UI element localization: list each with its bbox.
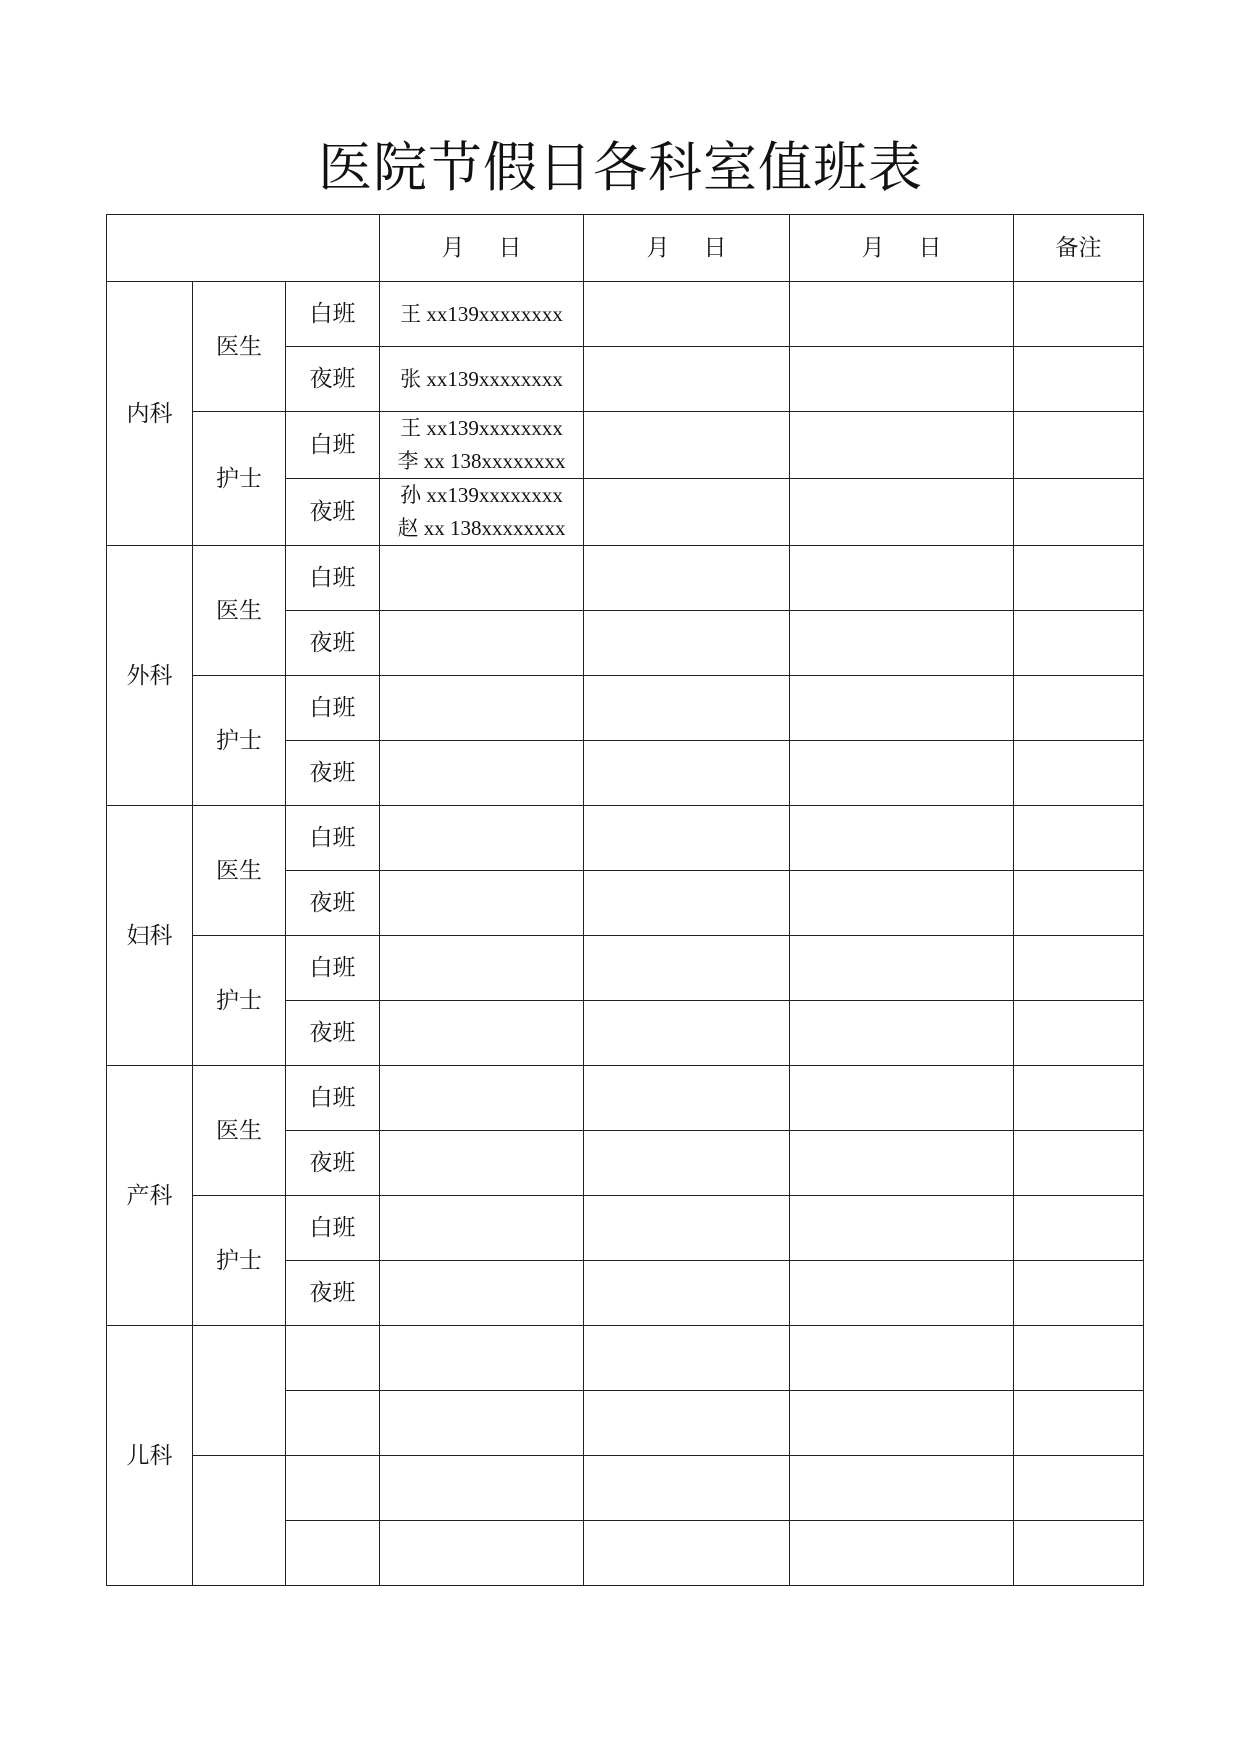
role-cell (193, 1326, 286, 1456)
remark-cell[interactable] (1014, 1456, 1144, 1521)
date-day-label: 日 (498, 235, 522, 261)
table-row (107, 1326, 1144, 1391)
remark-cell[interactable] (1014, 546, 1144, 611)
duty-cell-day-2[interactable] (584, 479, 790, 546)
duty-cell-day-2[interactable] (584, 1391, 790, 1456)
duty-cell-day-1[interactable] (380, 611, 584, 676)
duty-entry: 李 xx 138xxxxxxxx (397, 449, 566, 473)
duty-cell-day-3[interactable] (790, 871, 1014, 936)
remark-cell[interactable] (1014, 1521, 1144, 1586)
duty-cell-day-3[interactable] (790, 1456, 1014, 1521)
duty-cell-day-3[interactable] (790, 479, 1014, 546)
remark-cell[interactable] (1014, 936, 1144, 1001)
duty-cell-day-2[interactable] (584, 412, 790, 479)
department-cell: 外科 (107, 546, 193, 806)
duty-cell-day-2[interactable] (584, 871, 790, 936)
duty-cell-day-2[interactable] (584, 1131, 790, 1196)
duty-cell-day-1[interactable] (380, 871, 584, 936)
duty-cell-day-3[interactable] (790, 936, 1014, 1001)
duty-cell-day-3[interactable] (790, 611, 1014, 676)
date-month-label: 月 (861, 235, 885, 261)
shift-cell: 白班 (286, 806, 380, 871)
table-row (107, 546, 1144, 611)
duty-cell-day-1[interactable] (380, 282, 584, 347)
role-cell: 护士 (193, 412, 286, 546)
duty-cell-day-3[interactable] (790, 282, 1014, 347)
duty-cell-day-1[interactable] (380, 1001, 584, 1066)
duty-cell-day-1[interactable] (380, 1066, 584, 1131)
table-row (107, 1066, 1144, 1131)
shift-cell: 夜班 (286, 479, 380, 546)
department-cell: 儿科 (107, 1326, 193, 1586)
duty-cell-day-2[interactable] (584, 1326, 790, 1391)
remark-cell[interactable] (1014, 1391, 1144, 1456)
shift-cell: 夜班 (286, 871, 380, 936)
duty-cell-day-3[interactable] (790, 741, 1014, 806)
table-row (107, 412, 1144, 479)
remark-cell[interactable] (1014, 806, 1144, 871)
duty-cell-day-2[interactable] (584, 936, 790, 1001)
remark-cell[interactable] (1014, 479, 1144, 546)
role-cell: 医生 (193, 546, 286, 676)
remark-cell[interactable] (1014, 871, 1144, 936)
remark-cell[interactable] (1014, 676, 1144, 741)
duty-cell-day-1[interactable] (380, 1131, 584, 1196)
duty-cell-day-3[interactable] (790, 1326, 1014, 1391)
duty-cell-day-2[interactable] (584, 282, 790, 347)
shift-cell (286, 1521, 380, 1586)
table-row (107, 1456, 1144, 1521)
date-day-label: 日 (918, 235, 942, 261)
shift-cell: 夜班 (286, 611, 380, 676)
remark-cell[interactable] (1014, 1001, 1144, 1066)
duty-entry: 赵 xx 138xxxxxxxx (397, 516, 566, 540)
duty-cell-day-1[interactable] (380, 1261, 584, 1326)
duty-cell-day-2[interactable] (584, 1521, 790, 1586)
duty-roster-table (106, 214, 1144, 1586)
role-cell: 护士 (193, 676, 286, 806)
role-cell: 医生 (193, 1066, 286, 1196)
role-cell: 护士 (193, 936, 286, 1066)
date-month-label: 月 (646, 235, 670, 261)
shift-cell (286, 1456, 380, 1521)
role-cell: 护士 (193, 1196, 286, 1326)
duty-cell-day-3[interactable] (790, 1521, 1014, 1586)
duty-cell-day-3[interactable] (790, 1196, 1014, 1261)
duty-cell-day-2[interactable] (584, 676, 790, 741)
date-day-label: 日 (703, 235, 727, 261)
shift-cell: 白班 (286, 936, 380, 1001)
remark-cell[interactable] (1014, 611, 1144, 676)
duty-entry: 张 xx139xxxxxxxx (400, 366, 563, 391)
table-row (107, 936, 1144, 1001)
shift-cell: 夜班 (286, 741, 380, 806)
duty-cell-day-3[interactable] (790, 546, 1014, 611)
table-row (107, 806, 1144, 871)
duty-cell-day-3[interactable] (790, 1261, 1014, 1326)
date-header-2[interactable] (584, 215, 790, 282)
department-cell: 产科 (107, 1066, 193, 1326)
remark-cell[interactable] (1014, 741, 1144, 806)
duty-cell-day-1[interactable] (380, 1521, 584, 1586)
table-row (107, 676, 1144, 741)
remark-cell[interactable] (1014, 282, 1144, 347)
shift-cell: 夜班 (286, 347, 380, 412)
remark-cell[interactable] (1014, 412, 1144, 479)
duty-cell-day-2[interactable] (584, 1001, 790, 1066)
date-month-label: 月 (441, 235, 465, 261)
duty-cell-day-2[interactable] (584, 546, 790, 611)
table-row (107, 1196, 1144, 1261)
header-blank-cell (107, 215, 380, 282)
duty-cell-day-2[interactable] (584, 347, 790, 412)
remark-cell[interactable] (1014, 1196, 1144, 1261)
duty-cell-day-1[interactable] (380, 546, 584, 611)
duty-cell-day-1[interactable] (380, 806, 584, 871)
duty-cell-day-1[interactable] (380, 347, 584, 412)
duty-cell-day-2[interactable] (584, 806, 790, 871)
duty-cell-day-1[interactable] (380, 1326, 584, 1391)
remark-cell[interactable] (1014, 1131, 1144, 1196)
duty-cell-day-3[interactable] (790, 1391, 1014, 1456)
remark-cell[interactable] (1014, 1066, 1144, 1131)
table-row (107, 282, 1144, 347)
duty-cell-day-1[interactable] (380, 479, 584, 546)
shift-cell: 白班 (286, 1196, 380, 1261)
duty-cell-day-3[interactable] (790, 1001, 1014, 1066)
remark-cell[interactable] (1014, 1326, 1144, 1391)
shift-cell (286, 1391, 380, 1456)
duty-cell-day-1[interactable] (380, 676, 584, 741)
role-cell: 医生 (193, 282, 286, 412)
duty-entry: 王 xx139xxxxxxxx (400, 416, 563, 440)
duty-cell-day-3[interactable] (790, 412, 1014, 479)
shift-cell: 夜班 (286, 1131, 380, 1196)
department-cell: 内科 (107, 282, 193, 546)
duty-cell-day-2[interactable] (584, 611, 790, 676)
date-header-1[interactable] (380, 215, 584, 282)
shift-cell (286, 1326, 380, 1391)
date-header-3[interactable] (790, 215, 1014, 282)
duty-cell-day-1[interactable] (380, 1456, 584, 1521)
remark-cell[interactable] (1014, 347, 1144, 412)
page-title: 医院节假日各科室值班表 (318, 136, 923, 199)
duty-cell-day-2[interactable] (584, 1456, 790, 1521)
remark-cell[interactable] (1014, 1261, 1144, 1326)
duty-cell-day-2[interactable] (584, 1196, 790, 1261)
duty-cell-day-3[interactable] (790, 676, 1014, 741)
duty-cell-day-3[interactable] (790, 1066, 1014, 1131)
duty-entry: 王 xx139xxxxxxxx (400, 301, 563, 326)
header-row (107, 215, 1144, 282)
shift-cell: 白班 (286, 1066, 380, 1131)
duty-cell-day-2[interactable] (584, 741, 790, 806)
duty-cell-day-1[interactable] (380, 741, 584, 806)
role-cell (193, 1456, 286, 1586)
shift-cell: 白班 (286, 676, 380, 741)
remark-header: 备注 (1014, 215, 1144, 282)
shift-cell: 白班 (286, 412, 380, 479)
duty-cell-day-1[interactable] (380, 936, 584, 1001)
duty-entry: 孙 xx139xxxxxxxx (400, 483, 563, 507)
shift-cell: 白班 (286, 546, 380, 611)
duty-cell-day-2[interactable] (584, 1261, 790, 1326)
role-cell: 医生 (193, 806, 286, 936)
duty-cell-day-1[interactable] (380, 1391, 584, 1456)
department-cell: 妇科 (107, 806, 193, 1066)
shift-cell: 夜班 (286, 1001, 380, 1066)
duty-cell-day-3[interactable] (790, 347, 1014, 412)
shift-cell: 白班 (286, 282, 380, 347)
duty-cell-day-3[interactable] (790, 806, 1014, 871)
duty-cell-day-1[interactable] (380, 412, 584, 479)
duty-cell-day-2[interactable] (584, 1066, 790, 1131)
duty-cell-day-3[interactable] (790, 1131, 1014, 1196)
shift-cell: 夜班 (286, 1261, 380, 1326)
duty-cell-day-1[interactable] (380, 1196, 584, 1261)
